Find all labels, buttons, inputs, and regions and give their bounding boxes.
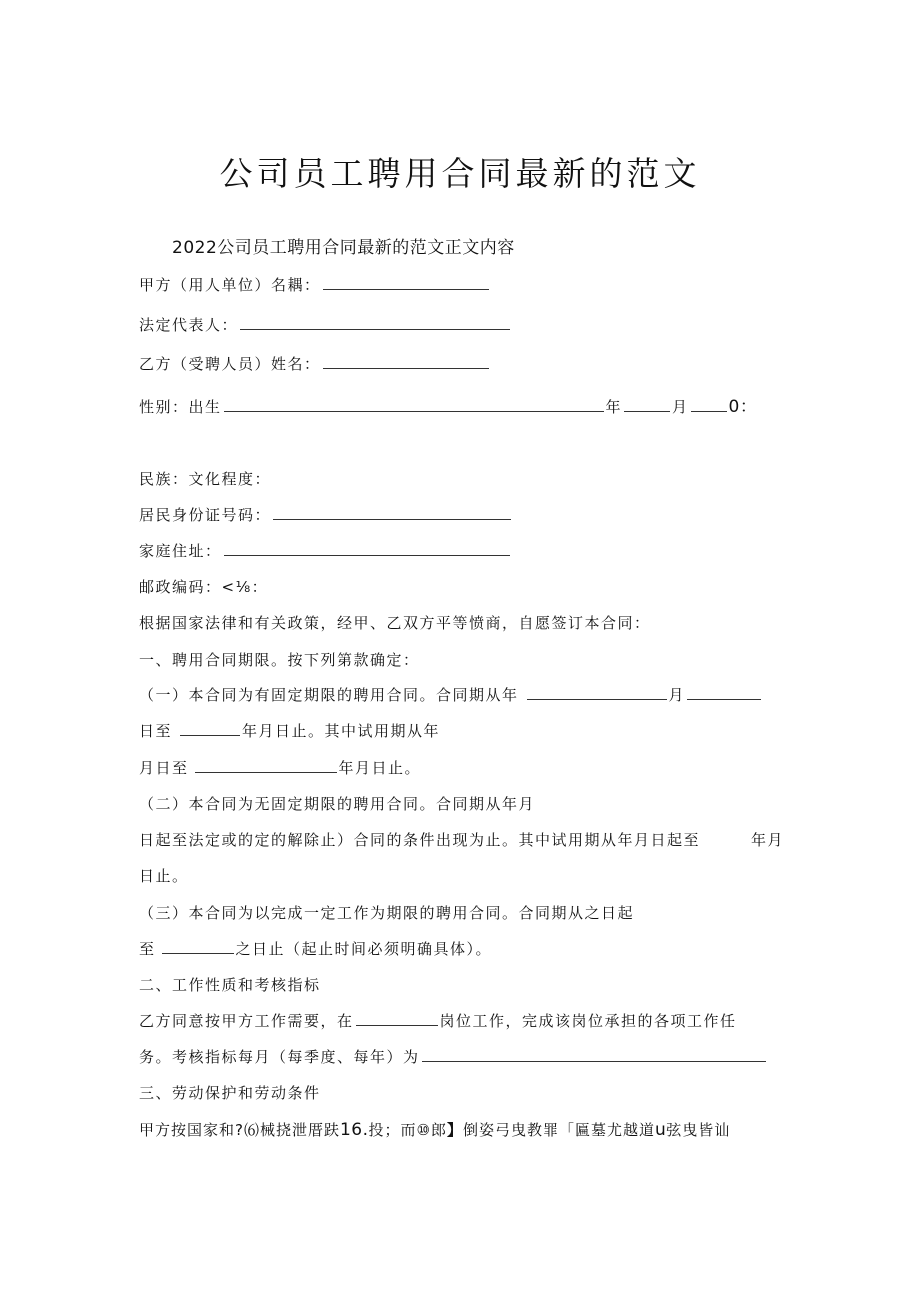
section3-title: 三、劳动保护和劳动条件	[139, 1084, 321, 1102]
year-label: 年	[605, 398, 623, 416]
postal-row: 邮政编码：<⅛：	[139, 578, 269, 596]
id-label: 居民身份证号码：	[139, 506, 272, 524]
s2-line2-text: 务。考核指标每月（每季度、每年）为	[139, 1048, 420, 1066]
day-tail-label: 0：	[728, 397, 758, 417]
s3-line1-bracket: 】	[446, 1121, 463, 1139]
s1-item1-trial-end: 年月日止。	[338, 759, 422, 777]
s1-item1-trial-blank[interactable]	[195, 758, 337, 773]
section2-title: 二、工作性质和考核指标	[139, 976, 321, 994]
birth-day-blank[interactable]	[691, 397, 727, 412]
birth-month-blank[interactable]	[624, 397, 670, 412]
s1-item1-month-blank[interactable]	[687, 685, 761, 700]
birth-year-blank[interactable]	[224, 397, 604, 412]
party-b-row	[139, 354, 491, 374]
party-b-name-blank[interactable]	[323, 354, 489, 369]
subtitle-text: 2022公司员工聘用合同最新的范文正文内容	[172, 238, 515, 258]
s1-item3-end-text: 之日止（起止时间必须明确具体）。	[235, 940, 493, 958]
s1-item3-date-blank[interactable]	[162, 939, 234, 954]
s1-item1-end-text: 年月日止。其中试用期从年	[242, 722, 441, 740]
party-a-row	[139, 275, 491, 295]
s2-line2	[139, 1047, 768, 1067]
s3-line1-part-a: 甲方按国家和?⑹械挠泄厝趺	[139, 1121, 340, 1139]
s1-item3-line2	[139, 939, 492, 959]
id-number-blank[interactable]	[273, 505, 511, 520]
legal-rep-row	[139, 315, 512, 335]
s1-item3-to-label: 至	[139, 940, 156, 958]
ethnicity-row: 民族：文化程度：	[139, 470, 272, 488]
s2-position-blank[interactable]	[356, 1011, 438, 1026]
s2-assessment-blank[interactable]	[422, 1047, 766, 1062]
s1-item2-line1: （二）本合同为无固定期限的聘用合同。合同期从年月	[139, 795, 536, 813]
document-title: 公司员工聘用合同最新的范文	[219, 154, 701, 193]
s1-item3-line1: （三）本合同为以完成一定工作为期限的聘用合同。合同期从之日起	[139, 904, 635, 922]
s1-item1-text: （一）本合同为有固定期限的聘用合同。合同期从年	[139, 686, 519, 704]
gender-label: 性别：出生	[139, 398, 222, 416]
s1-item1-trial-label: 月日至	[139, 759, 189, 777]
id-number-row	[139, 505, 513, 525]
s3-line1-part-b: 投；而⑩郎	[368, 1121, 447, 1139]
s1-item1-line1	[139, 685, 763, 705]
s1-item1-line3	[139, 758, 421, 778]
party-b-name-label: 乙方（受聘人员）姓名：	[139, 355, 321, 373]
s1-item1-end-blank[interactable]	[180, 721, 240, 736]
s3-line1-number: 16.	[339, 1120, 369, 1140]
address-blank[interactable]	[224, 541, 510, 556]
legal-rep-label: 法定代表人：	[139, 316, 239, 334]
s2-line1-end: 岗位工作，完成该岗位承担的各项工作任	[439, 1012, 737, 1030]
party-a-name-blank[interactable]	[323, 275, 489, 290]
s3-line1-part-d: 弦曳皆讪	[666, 1121, 731, 1139]
s2-line1-start: 乙方同意按甲方工作需要，在	[139, 1012, 354, 1030]
s1-item1-year-blank[interactable]	[527, 685, 667, 700]
s1-item2-line3: 日止。	[139, 867, 189, 885]
legal-rep-blank[interactable]	[240, 315, 510, 330]
address-row	[139, 541, 512, 561]
party-a-name-label: 甲方（用人单位）名耦：	[139, 276, 321, 294]
gender-birth-row	[139, 397, 757, 417]
s3-line1	[139, 1120, 730, 1140]
s1-item2-tail: 年月	[750, 831, 784, 849]
address-label: 家庭住址：	[139, 542, 222, 560]
s3-line1-u: u	[655, 1120, 667, 1140]
s1-item2-text: 日起至法定或的定的解除止）合同的条件出现为止。其中试用期从年月日起至	[139, 831, 701, 849]
s3-line1-part-c: 倒姿弓曳教罪「匾墓尤越道	[462, 1121, 655, 1139]
section1-title: 一、聘用合同期限。按下列第款确定：	[139, 651, 420, 669]
s1-item2-line2	[139, 830, 784, 850]
s2-line1	[139, 1011, 737, 1031]
s1-item1-to-label: 日至	[139, 722, 173, 740]
document-subtitle	[172, 238, 515, 258]
s1-item1-month-label: 月	[668, 686, 686, 704]
s1-item1-line2	[139, 721, 440, 741]
month-label: 月	[672, 398, 689, 416]
preamble: 根据国家法律和有关政策，经甲、乙双方平等愤商，自愿签订本合同：	[139, 614, 651, 632]
